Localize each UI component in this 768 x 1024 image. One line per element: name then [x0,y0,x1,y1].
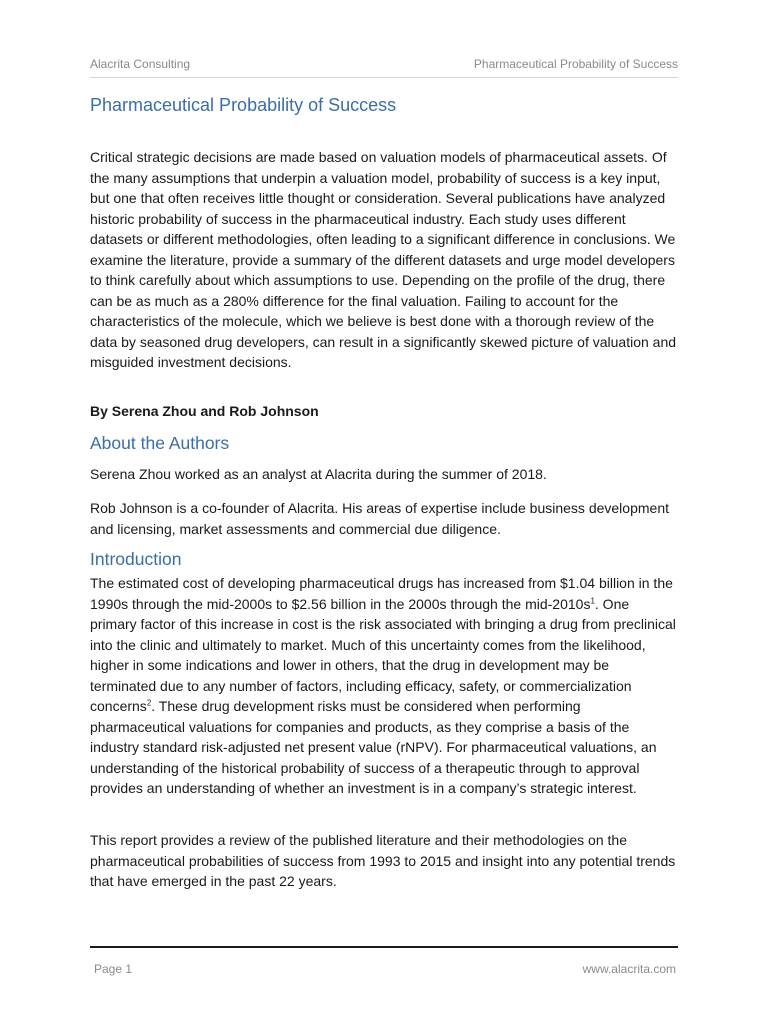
introduction-heading: Introduction [90,549,182,569]
intro-text-part-1: The estimated cost of developing pharmaceutical drugs has increased from $1.04 billion in the 1990s through the mid-2000s to $2.56 billion in the 2000s through the mid-2010s [90,575,673,612]
intro-text-part-2: . One primary factor of this increase in cost is the risk associated with bringing a drug from preclinical into the clinic and ultimately to market. Much of this uncertainty comes from the likelihood, higher in some indications and lower in others, that the drug in development may be terminated due to any number of factors, including efficacy, safety, or commercialization concerns [90,595,676,714]
author-bio-zhou: Serena Zhou worked as an analyst at Alacrita during the summer of 2018. [90,466,547,482]
header-company: Alacrita Consulting [90,57,191,71]
intro-text-part-3: . These drug development risks must be considered when performing pharmaceutical valuations for companies and products, as they comprise a basis of the industry standard risk-adjusted net present value (rNPV). For pharmaceutical valuations, an understanding of the historical probability of success of a therapeutic through to approval provides an understanding of whether an investment is in a company’s strategic interest. [90,698,657,796]
footnote-ref-1: 1 [590,595,595,605]
website-link[interactable]: www.alacrita.com [582,962,676,976]
introduction-paragraph-2: This report provides a review of the published literature and their methodologies on the pharmaceutical probabilities of success from 1993 to 2015 and insight into any potential trends that have emerged in the past 22 years. [90,832,676,889]
author-byline: By Serena Zhou and Rob Johnson [90,403,319,419]
introduction-paragraph-1 [90,573,678,799]
page-number: Page 1 [94,962,133,976]
document-page [90,0,678,1024]
footer-divider [90,946,678,948]
abstract-paragraph: Critical strategic decisions are made based on valuation models of pharmaceutical assets. Of the many assumptions that underpin a valuation model, probability of success is a key input, but one that often receives little thought or consideration. Several publications have analyzed historic probability of success in the pharmaceutical industry. Each study uses different datasets or different methodologies, often leading to a significant difference in conclusions. We examine the literature, provide a summary of the different datasets and urge model developers to think carefully about which assumptions to use. Depending on the profile of the drug, there can be as much as a 280% difference for the final valuation. Failing to account for the characteristics of the molecule, which we believe is best done with a thorough review of the data by seasoned drug developers, can result in a significantly skewed picture of valuation and misguided investment decisions. [90,149,677,370]
footnote-ref-2: 2 [146,698,152,708]
document-title: Pharmaceutical Probability of Success [90,95,397,115]
author-bio-johnson: Rob Johnson is a co-founder of Alacrita. His areas of expertise include business development and licensing, market assessments and commercial due diligence. [90,500,669,537]
page-footer [94,962,676,976]
header-doc-title: Pharmaceutical Probability of Success [473,57,678,71]
running-header [90,57,678,78]
about-authors-heading: About the Authors [90,433,230,453]
